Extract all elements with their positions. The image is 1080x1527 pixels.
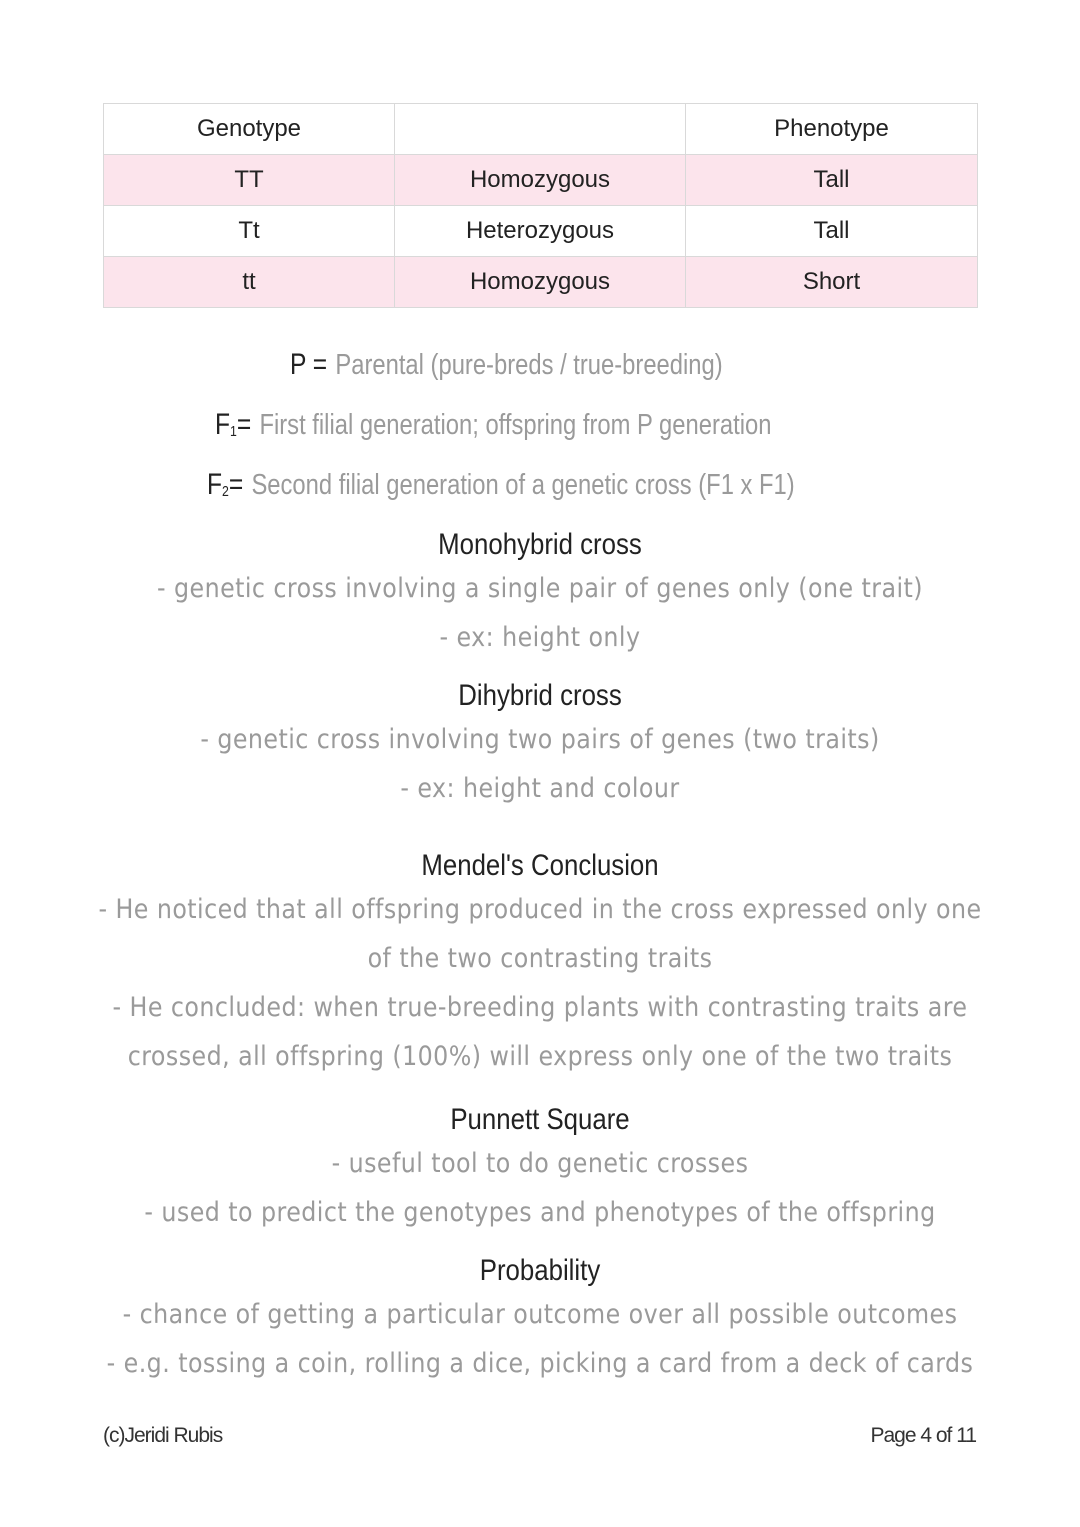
section-line: - genetic cross involving a single pair of genes only (one trait) xyxy=(156,573,924,604)
genotype-table xyxy=(103,103,978,308)
section-line: crossed, all offspring (100%) will express only one of the two traits xyxy=(127,1041,953,1072)
cell-zygosity: Homozygous xyxy=(395,257,686,308)
header-genotype: Genotype xyxy=(104,104,395,155)
header-phenotype: Phenotype xyxy=(686,104,978,155)
section-line: of the two contrasting traits xyxy=(367,943,713,974)
section-line: - He noticed that all offspring produced in the cross expressed only one xyxy=(98,894,982,925)
section-line: - genetic cross involving two pairs of genes (two traits) xyxy=(200,724,880,755)
table-header-row xyxy=(104,104,978,155)
cell-phenotype: Tall xyxy=(686,206,978,257)
section-line: - ex: height only xyxy=(439,622,641,653)
cell-phenotype: Tall xyxy=(686,155,978,206)
definition-text: Parental (pure-breds / true-breeding) xyxy=(335,349,723,381)
section-line: - He concluded: when true-breeding plants with contrasting traits are xyxy=(112,992,968,1023)
section-line: - ex: height and colour xyxy=(400,773,680,804)
section-line: - used to predict the genotypes and phenotypes of the offspring xyxy=(144,1197,936,1228)
definition-text: First filial generation; offspring from P generation xyxy=(259,409,772,441)
table-row xyxy=(104,155,978,206)
definition-key: P = xyxy=(290,348,328,381)
page-number: Page 4 of 11 xyxy=(870,1424,976,1447)
definition-f1 xyxy=(215,408,771,442)
cell-genotype: TT xyxy=(104,155,395,206)
table-row xyxy=(104,206,978,257)
section-title: Monohybrid cross xyxy=(438,528,642,561)
section-title: Probability xyxy=(479,1254,601,1287)
cell-genotype: Tt xyxy=(104,206,395,257)
copyright-text: (c)Jeridi Rubis xyxy=(103,1424,223,1447)
cell-zygosity: Heterozygous xyxy=(395,206,686,257)
cell-phenotype: Short xyxy=(686,257,978,308)
definition-p xyxy=(290,348,723,382)
cell-zygosity: Homozygous xyxy=(395,155,686,206)
cell-genotype: tt xyxy=(104,257,395,308)
section-title: Mendel's Conclusion xyxy=(421,849,659,882)
definition-key: $F_1=$ xyxy=(215,408,252,441)
section-line: - chance of getting a particular outcome over all possible outcomes xyxy=(122,1299,958,1330)
table-row xyxy=(104,257,978,308)
definition-f2 xyxy=(207,468,795,502)
header-zygosity xyxy=(395,104,686,155)
definition-text: Second filial generation of a genetic cross (F1 x F1) xyxy=(251,469,795,501)
section-title: Punnett Square xyxy=(450,1103,630,1136)
section-line: - useful tool to do genetic crosses xyxy=(331,1148,749,1179)
definition-key: $F_2=$ xyxy=(207,468,244,501)
section-line: - e.g. tossing a coin, rolling a dice, picking a card from a deck of cards xyxy=(106,1348,974,1379)
section-title: Dihybrid cross xyxy=(458,679,622,712)
